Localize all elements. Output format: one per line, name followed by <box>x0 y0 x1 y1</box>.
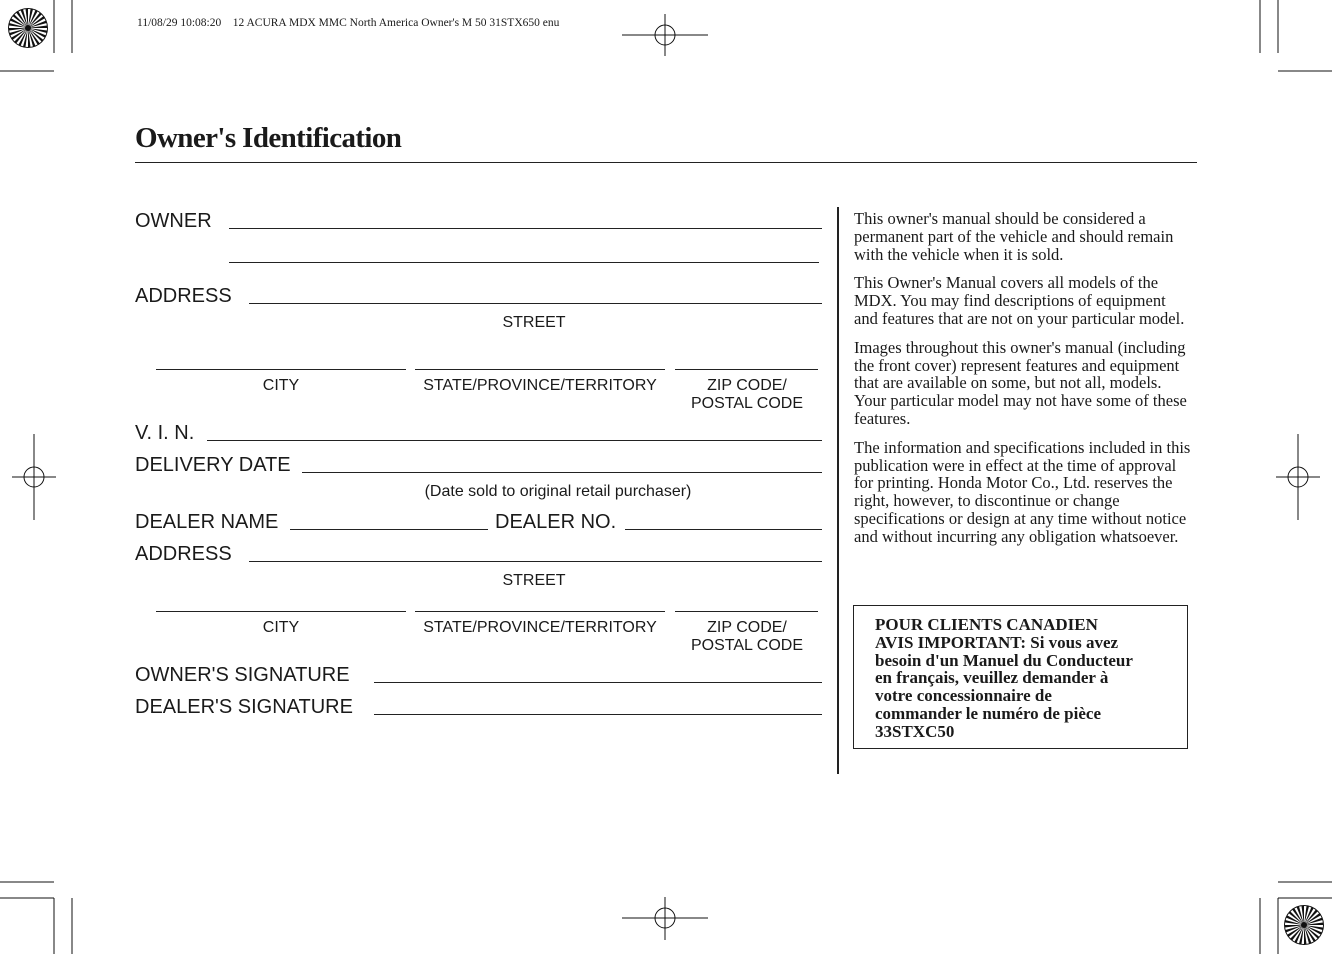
dealer-no-line[interactable] <box>625 529 822 530</box>
street-caption: STREET <box>502 314 566 331</box>
address-city-line[interactable] <box>156 369 406 370</box>
dealer-zip-caption-line2: POSTAL CODE <box>690 637 804 654</box>
dealer-address-state-line[interactable] <box>415 611 665 612</box>
owner-line-1[interactable] <box>229 228 822 229</box>
owner-line-2[interactable] <box>229 262 819 263</box>
address-zip-line[interactable] <box>675 369 818 370</box>
dealer-signature-label: DEALER'S SIGNATURE <box>135 696 353 718</box>
dealer-address-street-line[interactable] <box>249 561 822 562</box>
dealer-name-line[interactable] <box>290 529 488 530</box>
zip-caption-line2: POSTAL CODE <box>690 395 804 412</box>
dealer-no-label: DEALER NO. <box>495 511 617 533</box>
vin-line[interactable] <box>207 440 822 441</box>
title-rule <box>135 162 1197 163</box>
address-street-line[interactable] <box>249 303 822 304</box>
note-paragraph: The information and specifications included in this publication were in effect at the time of approval for printing. Honda Motor Co., Ltd. reserves the right, however, to discontinue or change specifications or design at any time without notice and without incurring any obligation whatsoever. <box>854 437 1191 546</box>
page-title: Owner's Identification <box>135 122 402 154</box>
zip-caption-line1: ZIP CODE/ <box>707 377 787 394</box>
dealer-address-city-line[interactable] <box>156 611 406 612</box>
canadian-notice-box <box>853 605 1188 749</box>
note-paragraph: Images throughout this owner's manual (including the front cover) represent features and equipment that are available on some, but not all, models. Your particular model may not have some of these features. <box>854 337 1187 428</box>
column-divider <box>837 207 839 774</box>
dealer-street-caption: STREET <box>502 572 566 589</box>
manual-notes <box>854 210 1192 557</box>
delivery-date-note: (Date sold to original retail purchaser) <box>424 483 692 500</box>
notice-line: votre concessionnaire de <box>875 686 1052 706</box>
city-caption: CITY <box>262 377 300 394</box>
dealer-zip-caption-line1: ZIP CODE/ <box>707 619 787 636</box>
notice-line: AVIS IMPORTANT: Si vous avez <box>875 632 1119 652</box>
state-caption: STATE/PROVINCE/TERRITORY <box>423 377 657 394</box>
address-state-line[interactable] <box>415 369 665 370</box>
notice-line: en français, veuillez demander à <box>875 668 1109 688</box>
dealer-state-caption: STATE/PROVINCE/TERRITORY <box>423 619 657 636</box>
notice-line: 33STXC50 <box>875 721 955 741</box>
dealer-name-label: DEALER NAME <box>135 511 279 533</box>
dealer-address-zip-line[interactable] <box>675 611 818 612</box>
owner-signature-line[interactable] <box>374 682 822 683</box>
note-paragraph: This owner's manual should be considered a permanent part of the vehicle and should remain with the vehicle when it is sold. <box>854 209 1174 264</box>
address-label: ADDRESS <box>135 285 232 307</box>
notice-line: POUR CLIENTS CANADIEN <box>875 615 1098 634</box>
delivery-date-line[interactable] <box>302 472 822 473</box>
owner-label: OWNER <box>135 210 212 232</box>
vin-label: V. I. N. <box>135 422 195 444</box>
print-header: 11/08/29 10:08:20 12 ACURA MDX MMC North America Owner's M 50 31STX650 enu <box>137 17 560 29</box>
note-paragraph: This Owner's Manual covers all models of the MDX. You may find descriptions of equipment and features that are not on your particular model. <box>854 273 1185 328</box>
dealer-signature-line[interactable] <box>374 714 822 715</box>
delivery-date-label: DELIVERY DATE <box>135 454 291 476</box>
notice-line: commander le numéro de pièce <box>875 703 1101 723</box>
dealer-city-caption: CITY <box>262 619 300 636</box>
owner-signature-label: OWNER'S SIGNATURE <box>135 664 350 686</box>
dealer-address-label: ADDRESS <box>135 543 232 565</box>
notice-line: besoin d'un Manuel du Conducteur <box>875 650 1133 670</box>
